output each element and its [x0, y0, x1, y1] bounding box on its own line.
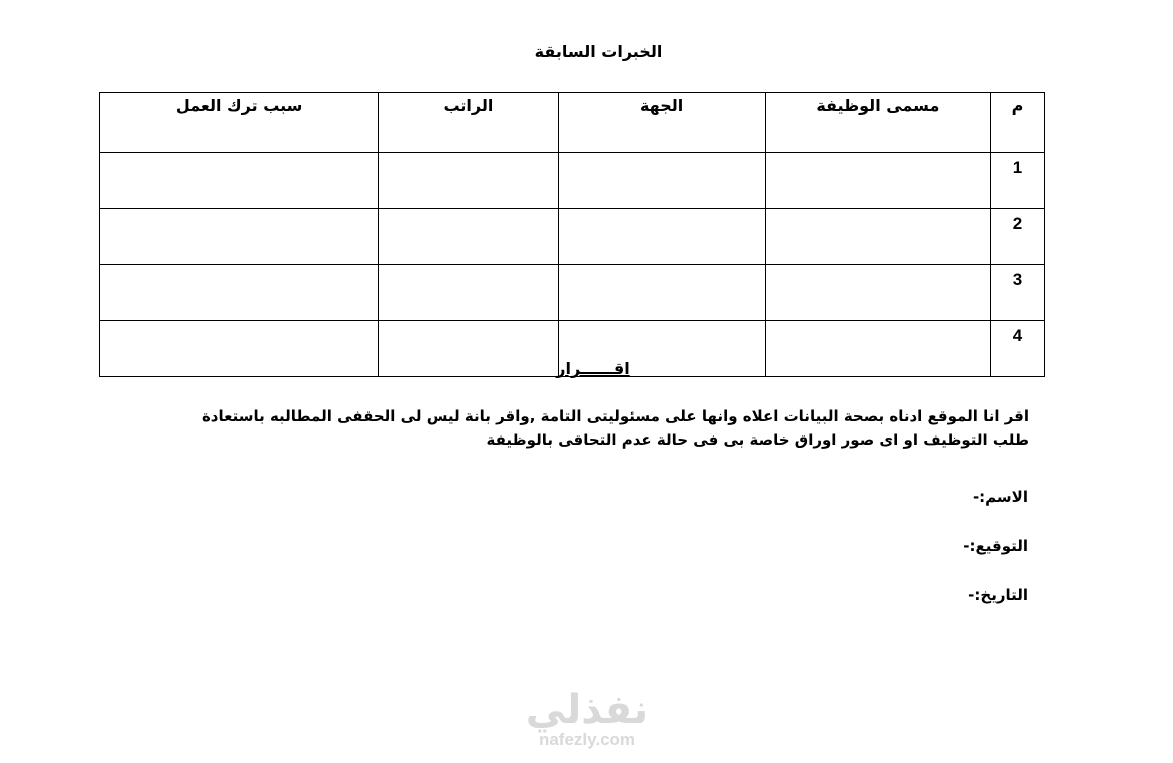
- cell-salary: [379, 265, 558, 321]
- header-salary: الراتب: [379, 93, 558, 153]
- signature-field-label: التوقيع:-: [963, 537, 1028, 555]
- header-job-title: مسمى الوظيفة: [765, 93, 990, 153]
- cell-reason: [100, 265, 379, 321]
- declaration-heading: اقــــــرار: [556, 359, 630, 378]
- cell-job-title: [765, 153, 990, 209]
- cell-job-title: [765, 209, 990, 265]
- watermark-logo: نفذلي: [525, 687, 649, 733]
- row-number: 4: [990, 321, 1044, 377]
- cell-reason: [100, 153, 379, 209]
- table-row: [100, 265, 1045, 321]
- row-number: 1: [990, 153, 1044, 209]
- declaration-text: اقر انا الموقع ادناه بصحة البيانات اعلاه وانها على مسئوليتى التامة ,واقر بانة ليس لى الحقفى المطالبه باستعادة طلب التوظيف او اى صور اوراق خاصة بى فى حالة عدم التحاقى بالوظيفة: [201, 407, 1029, 449]
- cell-entity: [558, 265, 765, 321]
- cell-entity: [558, 153, 765, 209]
- nafezly-watermark: [512, 687, 662, 750]
- header-entity: الجهة: [558, 93, 765, 153]
- cell-job-title: [765, 265, 990, 321]
- cell-salary: [379, 153, 558, 209]
- cell-entity: [558, 209, 765, 265]
- name-field-label: الاسم:-: [972, 488, 1028, 506]
- page-title: الخبرات السابقة: [534, 42, 663, 61]
- cell-reason: [100, 209, 379, 265]
- table-row: [100, 209, 1045, 265]
- row-number: 3: [990, 265, 1044, 321]
- watermark-url: nafezly.com: [538, 730, 636, 749]
- table-header-row: [100, 93, 1045, 153]
- header-num: م: [990, 93, 1044, 153]
- table-row: [100, 153, 1045, 209]
- cell-salary: [379, 209, 558, 265]
- header-reason: سبب ترك العمل: [100, 93, 379, 153]
- previous-experience-table: [99, 92, 1045, 377]
- row-number: 2: [990, 209, 1044, 265]
- date-field-label: التاريخ:-: [968, 586, 1028, 604]
